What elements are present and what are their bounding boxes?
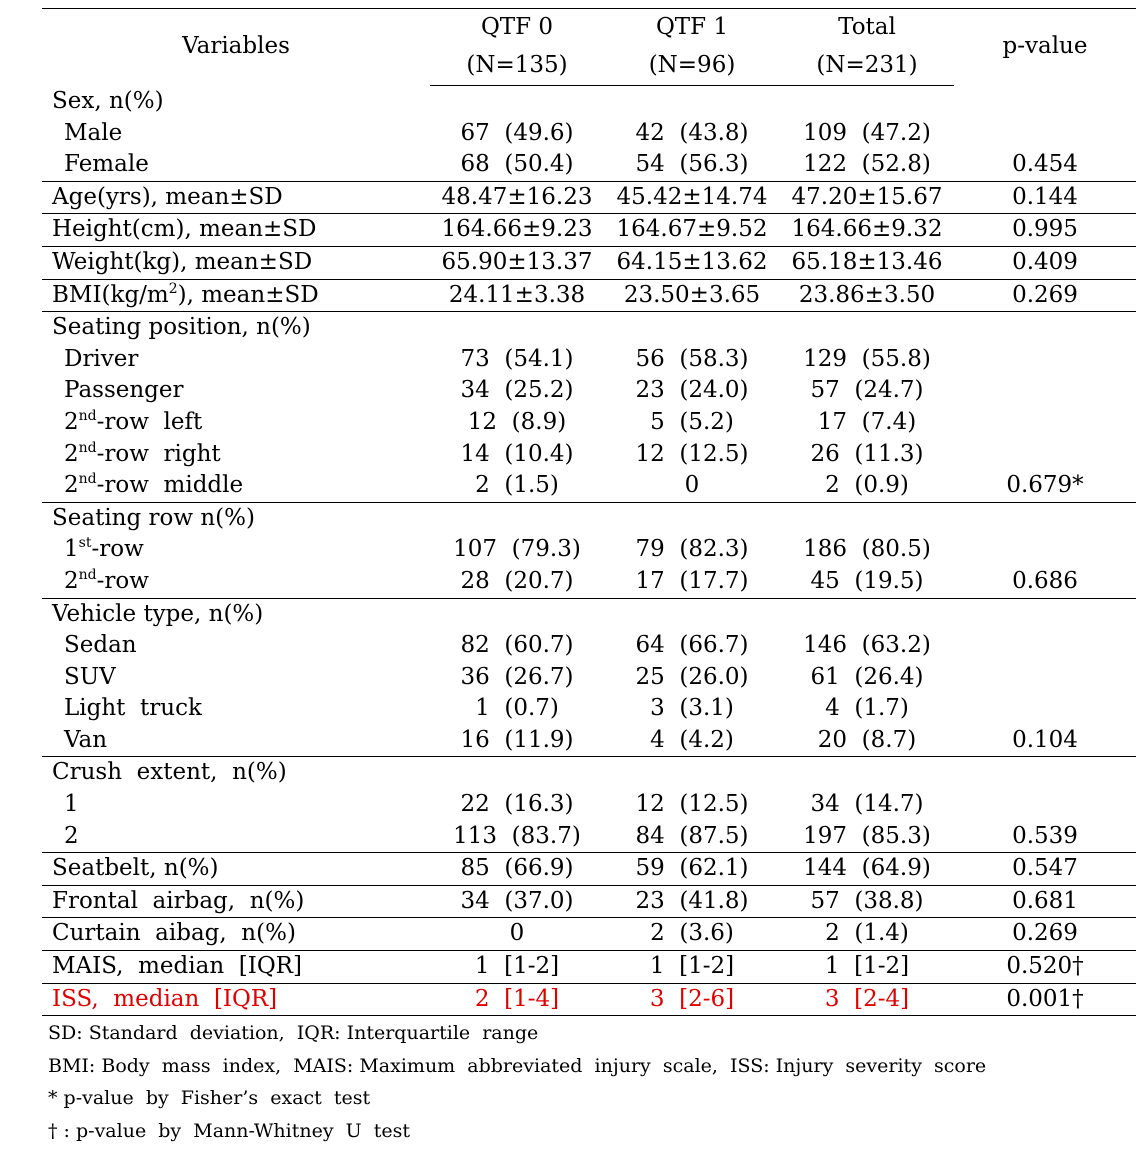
cell-qtf1: [604, 502, 780, 534]
cell-pvalue: [954, 118, 1136, 150]
cell-total: 3 [2-4]: [780, 983, 954, 1016]
cell-qtf1: [604, 598, 780, 630]
row-label: [42, 279, 430, 312]
cell-qtf1: 25 (26.0): [635, 663, 749, 690]
row-label-superscript: nd: [78, 439, 97, 456]
footnote-fisher-test: * p-value by Fisher’s exact test: [48, 1087, 371, 1109]
table-row: [42, 279, 1136, 312]
cell-qtf0: 164.66±9.23: [430, 214, 604, 247]
row-label-text: Curtain aibag, n(%): [52, 920, 296, 947]
row-label-text: Age(yrs), mean±SD: [52, 183, 283, 210]
row-label-text: 2: [64, 440, 79, 467]
cell-pvalue: [954, 630, 1136, 662]
cell-qtf1: 64.15±13.62: [604, 246, 780, 279]
cell-qtf0: 14 (10.4): [460, 440, 574, 467]
table-row: [42, 789, 1136, 821]
cell-pvalue: [954, 344, 1136, 376]
cell-pvalue: 0.269: [954, 279, 1136, 312]
header-qtf1-name: QTF 1: [604, 9, 780, 48]
cell-qtf1: 56 (58.3): [635, 345, 749, 372]
cell-qtf0: 2 [1-4]: [430, 983, 604, 1016]
table-row: [42, 983, 1136, 1016]
table-group-row: [42, 86, 1136, 118]
table-row: [42, 630, 1136, 662]
row-label: [42, 566, 430, 598]
cell-qtf1: 1 [1-2]: [604, 951, 780, 984]
cell-pvalue: 0.686: [954, 566, 1136, 598]
row-label-text: Female: [64, 151, 149, 178]
cell-total: 17 (7.4): [817, 408, 917, 435]
cell-pvalue: [954, 375, 1136, 407]
cell-total: 45 (19.5): [780, 566, 954, 598]
table-group-row: [42, 502, 1136, 534]
footnote-abbrev-bmi-mais-iss: BMI: Body mass index, MAIS: Maximum abbreviated injury scale, ISS: Injury severity score: [48, 1054, 987, 1077]
row-label-superscript: nd: [78, 407, 97, 424]
cell-total: 146 (63.2): [803, 632, 931, 659]
cell-qtf0: [430, 598, 604, 630]
row-label: [42, 344, 430, 376]
row-label-superscript: 2: [168, 280, 178, 297]
cell-pvalue: 0.144: [954, 181, 1136, 214]
cell-qtf1: 164.67±9.52: [604, 214, 780, 247]
cell-pvalue: [954, 598, 1136, 630]
cell-total: [780, 86, 954, 118]
footnote-abbrev-sd-iqr: SD: Standard deviation, IQR: Interquartile range: [48, 1022, 539, 1044]
cell-qtf0: 12 (8.9): [467, 408, 567, 435]
table-header: [42, 9, 1136, 86]
row-label: [42, 214, 430, 247]
cell-qtf0: 36 (26.7): [460, 663, 574, 690]
cell-qtf0: 67 (49.6): [460, 119, 574, 146]
cell-total: 144 (64.9): [780, 853, 954, 886]
cell-qtf1: 3 [2-6]: [604, 983, 780, 1016]
cell-total: [780, 502, 954, 534]
row-label: [42, 118, 430, 150]
cell-pvalue: 0.995: [954, 214, 1136, 247]
cell-total: 61 (26.4): [810, 663, 924, 690]
cell-total: 186 (80.5): [803, 536, 931, 563]
row-label: [42, 502, 430, 534]
row-label: [42, 725, 430, 757]
cell-qtf0: 65.90±13.37: [430, 246, 604, 279]
cell-qtf1: 12 (12.5): [635, 440, 749, 467]
cell-total: 2 (1.4): [780, 918, 954, 951]
row-label-text: Sedan: [64, 632, 137, 659]
cell-qtf1: 12 (12.5): [635, 791, 749, 818]
table-group-row: [42, 312, 1136, 344]
table-row: [42, 821, 1136, 853]
cell-pvalue: 0.454: [954, 149, 1136, 181]
cell-pvalue: [954, 407, 1136, 439]
row-label: [42, 375, 430, 407]
header-variables: Variables: [42, 9, 430, 86]
cell-pvalue: 0.681: [954, 885, 1136, 918]
cell-qtf0: [430, 757, 604, 789]
cell-pvalue: 0.104: [954, 725, 1136, 757]
row-label: [42, 181, 430, 214]
cell-qtf1: 23 (41.8): [604, 885, 780, 918]
row-label-text: Passenger: [64, 377, 184, 404]
row-label-text: 1: [64, 536, 79, 563]
header-qtf1-n: (N=96): [604, 47, 780, 86]
cell-total: 65.18±13.46: [780, 246, 954, 279]
cell-qtf0: 1 [1-2]: [430, 951, 604, 984]
cell-qtf1: 2 (3.6): [604, 918, 780, 951]
cell-qtf1: 0: [604, 470, 780, 502]
cell-qtf1: 23 (24.0): [635, 377, 749, 404]
cell-qtf1: [604, 312, 780, 344]
row-label-text: Male: [64, 119, 123, 146]
cell-pvalue: [954, 693, 1136, 725]
row-label: [42, 885, 430, 918]
cell-total: 34 (14.7): [810, 791, 924, 818]
table-row: [42, 566, 1136, 598]
row-label-text: SUV: [64, 663, 116, 690]
table-group-row: [42, 757, 1136, 789]
row-label: [42, 598, 430, 630]
row-label-superscript: st: [78, 535, 92, 552]
table-row: [42, 407, 1136, 439]
header-pvalue: p-value: [954, 9, 1136, 86]
row-label: [42, 86, 430, 118]
footnote-mann-whitney-test: † : p-value by Mann-Whitney U test: [48, 1119, 411, 1142]
table-row: [42, 725, 1136, 757]
row-label-text: Seating row n(%): [52, 504, 255, 531]
header-qtf0-n: (N=135): [430, 47, 604, 86]
cell-total: [780, 598, 954, 630]
table-row: [42, 375, 1136, 407]
table-body: [42, 86, 1136, 1016]
cell-qtf1: 64 (66.7): [635, 632, 749, 659]
row-label-suffix: -row right: [96, 440, 221, 467]
cell-qtf0: 1 (0.7): [475, 695, 559, 722]
table-row: [42, 344, 1136, 376]
row-label-text: Seatbelt, n(%): [52, 855, 219, 882]
cell-qtf0: 82 (60.7): [460, 632, 574, 659]
cell-total: 164.66±9.32: [780, 214, 954, 247]
row-label-text: 2: [64, 567, 79, 594]
table-row: [42, 534, 1136, 566]
row-label-text: Frontal airbag, n(%): [52, 887, 305, 914]
cell-qtf0: 34 (37.0): [430, 885, 604, 918]
row-label-text: Vehicle type, n(%): [52, 600, 264, 627]
row-label-text: BMI(kg/m: [52, 281, 169, 308]
cell-total: 109 (47.2): [803, 119, 931, 146]
cell-pvalue: [954, 86, 1136, 118]
table-row: [42, 885, 1136, 918]
row-label: [42, 789, 430, 821]
cell-qtf1: 79 (82.3): [635, 536, 749, 563]
cell-pvalue: 0.539: [954, 821, 1136, 853]
baseline-characteristics-table: [42, 8, 1136, 1016]
cell-total: 129 (55.8): [803, 345, 931, 372]
row-label-suffix: -row left: [96, 408, 203, 435]
row-label-text: Van: [64, 726, 108, 753]
cell-qtf0: 113 (83.7): [430, 821, 604, 853]
cell-qtf0: 2 (1.5): [430, 470, 604, 502]
cell-qtf0: 16 (11.9): [430, 725, 604, 757]
row-label-suffix: -row: [96, 567, 149, 594]
row-label: [42, 918, 430, 951]
row-label: [42, 630, 430, 662]
row-label-text: Light truck: [64, 695, 202, 722]
row-label-suffix: -row: [91, 536, 144, 563]
cell-total: 26 (11.3): [810, 440, 924, 467]
cell-qtf0: 22 (16.3): [460, 791, 574, 818]
cell-pvalue: [954, 757, 1136, 789]
cell-pvalue: 0.409: [954, 246, 1136, 279]
cell-qtf1: [604, 86, 780, 118]
cell-qtf0: 34 (25.2): [460, 377, 574, 404]
table-row: [42, 246, 1136, 279]
table-row: [42, 214, 1136, 247]
row-label: [42, 951, 430, 984]
cell-qtf0: [430, 502, 604, 534]
row-label-text: 2: [64, 822, 79, 849]
cell-pvalue: 0.001†: [954, 983, 1136, 1016]
cell-total: 57 (24.7): [810, 377, 924, 404]
table-row: [42, 662, 1136, 694]
cell-qtf0: [430, 312, 604, 344]
cell-qtf0: 0: [430, 918, 604, 951]
cell-qtf1: 3 (3.1): [650, 695, 734, 722]
row-label-superscript: nd: [78, 566, 97, 583]
table-row: [42, 470, 1136, 502]
cell-qtf1: 84 (87.5): [604, 821, 780, 853]
cell-qtf1: 59 (62.1): [604, 853, 780, 886]
cell-qtf1: 4 (4.2): [604, 725, 780, 757]
row-label-text: 2: [64, 472, 79, 499]
row-label: [42, 312, 430, 344]
cell-pvalue: [954, 534, 1136, 566]
cell-total: 122 (52.8): [780, 149, 954, 181]
cell-qtf0: 28 (20.7): [430, 566, 604, 598]
row-label-superscript: nd: [78, 471, 97, 488]
cell-pvalue: [954, 502, 1136, 534]
cell-qtf1: 45.42±14.74: [604, 181, 780, 214]
row-label-text: Seating position, n(%): [52, 314, 311, 341]
cell-total: 197 (85.3): [780, 821, 954, 853]
table-row: [42, 918, 1136, 951]
table-row: [42, 693, 1136, 725]
row-label-text: MAIS, median [IQR]: [52, 953, 302, 980]
row-label-text: 1: [64, 791, 79, 818]
row-label: [42, 853, 430, 886]
cell-qtf0: 48.47±16.23: [430, 181, 604, 214]
row-label-text: Weight(kg), mean±SD: [52, 248, 313, 275]
header-qtf0-name: QTF 0: [430, 9, 604, 48]
cell-total: [780, 312, 954, 344]
cell-pvalue: [954, 312, 1136, 344]
cell-qtf0: [430, 86, 604, 118]
table-group-row: [42, 598, 1136, 630]
row-label: [42, 821, 430, 853]
row-label: [42, 407, 430, 439]
cell-total: 23.86±3.50: [780, 279, 954, 312]
row-label-text: Driver: [64, 345, 139, 372]
cell-total: 20 (8.7): [780, 725, 954, 757]
row-label: [42, 662, 430, 694]
table-row: [42, 853, 1136, 886]
row-label: [42, 246, 430, 279]
cell-qtf0: 85 (66.9): [430, 853, 604, 886]
row-label: [42, 983, 430, 1016]
cell-total: 57 (38.8): [780, 885, 954, 918]
row-label: [42, 439, 430, 471]
cell-qtf0: 24.11±3.38: [430, 279, 604, 312]
header-total-name: Total: [780, 9, 954, 48]
table-row: [42, 118, 1136, 150]
cell-qtf1: 23.50±3.65: [604, 279, 780, 312]
row-label: [42, 470, 430, 502]
table-row: [42, 149, 1136, 181]
cell-pvalue: [954, 789, 1136, 821]
cell-qtf0: 107 (79.3): [453, 536, 581, 563]
table-footnotes: [48, 1017, 986, 1147]
cell-total: 2 (0.9): [780, 470, 954, 502]
row-label-text: Sex, n(%): [52, 87, 164, 114]
cell-pvalue: [954, 662, 1136, 694]
row-label-suffix: -row middle: [96, 472, 244, 499]
cell-pvalue: 0.520†: [954, 951, 1136, 984]
cell-pvalue: 0.269: [954, 918, 1136, 951]
cell-total: 47.20±15.67: [780, 181, 954, 214]
cell-qtf1: 42 (43.8): [635, 119, 749, 146]
cell-qtf1: [604, 757, 780, 789]
baseline-characteristics-table-container: [42, 8, 1136, 1016]
row-label-suffix: ), mean±SD: [177, 281, 319, 308]
cell-qtf1: 54 (56.3): [604, 149, 780, 181]
cell-total: [780, 757, 954, 789]
row-label-text: ISS, median [IQR]: [52, 985, 278, 1012]
row-label: [42, 534, 430, 566]
cell-total: 1 [1-2]: [780, 951, 954, 984]
row-label-text: Height(cm), mean±SD: [52, 216, 317, 243]
cell-qtf0: 73 (54.1): [460, 345, 574, 372]
row-label: [42, 757, 430, 789]
cell-pvalue: 0.679*: [954, 470, 1136, 502]
table-row: [42, 951, 1136, 984]
header-total-n: (N=231): [780, 47, 954, 86]
cell-total: 4 (1.7): [825, 695, 909, 722]
row-label: [42, 149, 430, 181]
cell-pvalue: 0.547: [954, 853, 1136, 886]
cell-qtf0: 68 (50.4): [430, 149, 604, 181]
row-label-text: Crush extent, n(%): [52, 759, 287, 786]
row-label-text: 2: [64, 408, 79, 435]
cell-qtf1: 5 (5.2): [650, 408, 734, 435]
row-label: [42, 693, 430, 725]
cell-qtf1: 17 (17.7): [604, 566, 780, 598]
table-row: [42, 439, 1136, 471]
table-row: [42, 181, 1136, 214]
cell-pvalue: [954, 439, 1136, 471]
